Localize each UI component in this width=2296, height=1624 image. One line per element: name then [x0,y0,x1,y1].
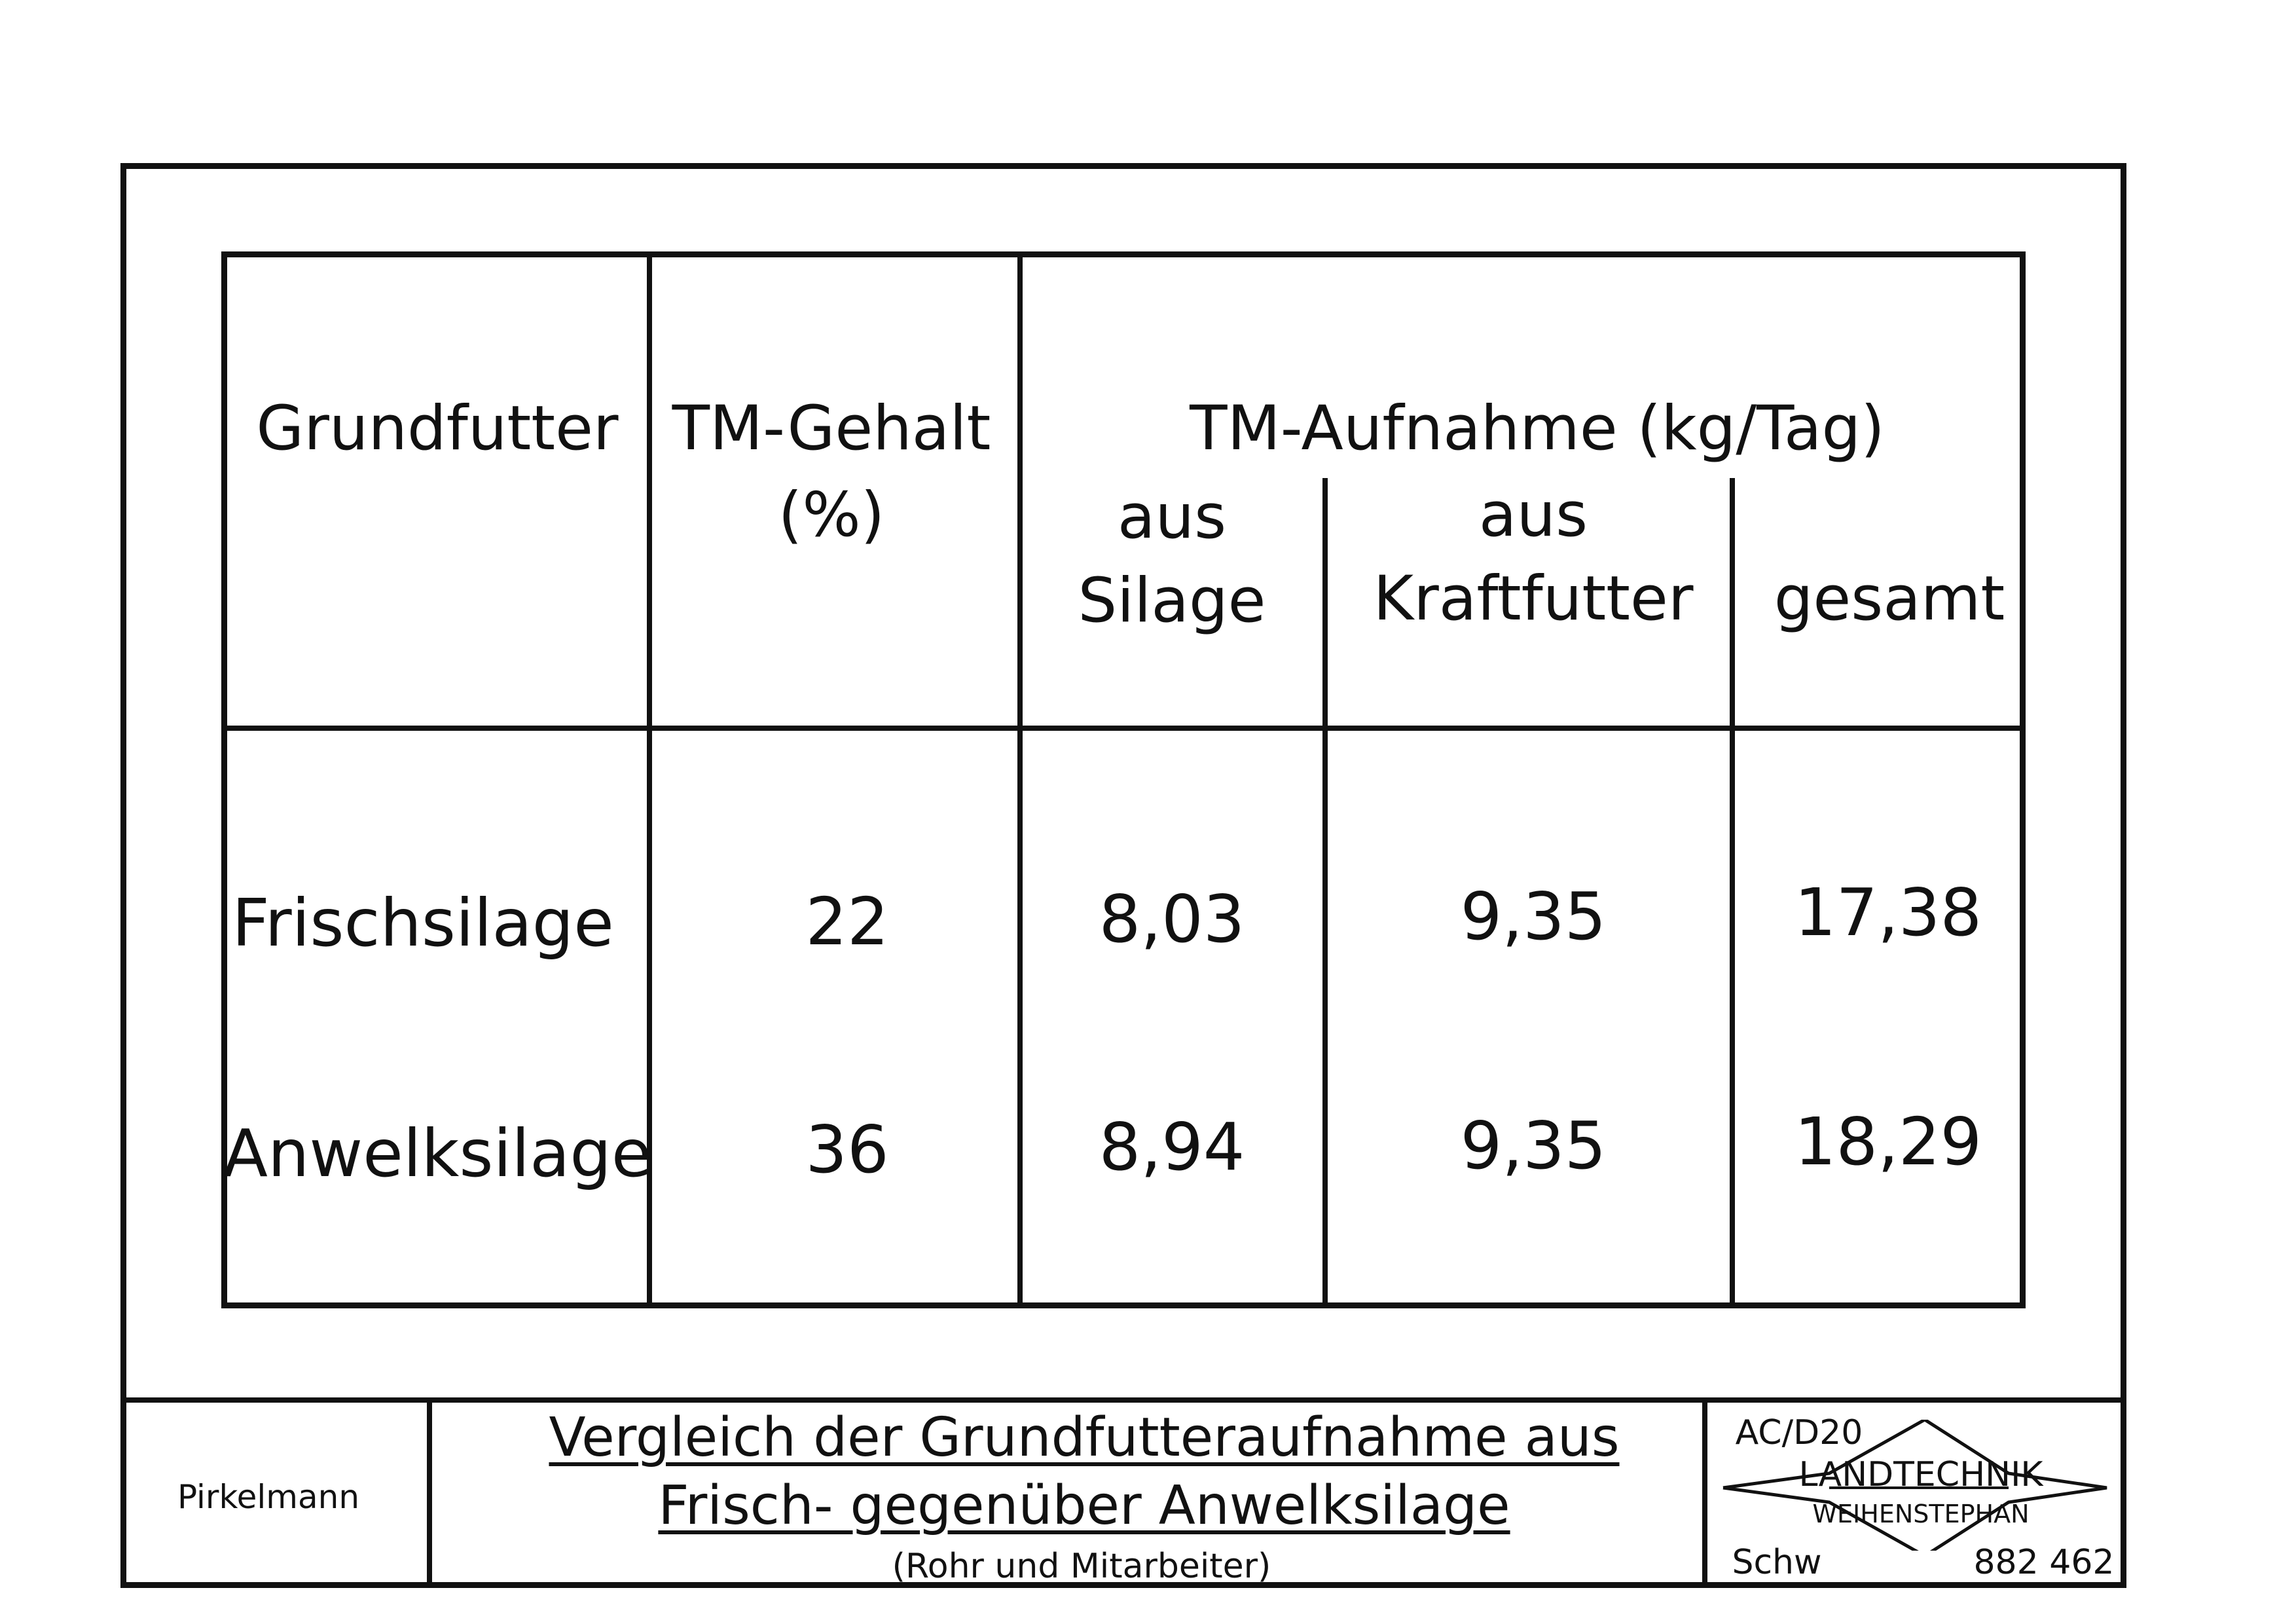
header-aus-kraftfutter-line1: aus [1478,479,1588,551]
stamp-org-line2: WEIHENSTEPHAN [1812,1500,2030,1528]
row-tm-gehalt: 22 [805,883,889,960]
title-block-divider [427,1397,432,1588]
stamp-org-line1: LANDTECHNIK [1798,1455,2043,1494]
header-aus-kraftfutter-line2: Kraftfutter [1373,563,1694,635]
header-grundfutter: Grundfutter [256,393,619,464]
header-gesamt: gesamt [1774,563,2005,635]
header-tm-gehalt: TM-Gehalt [672,393,991,464]
row-aus-kraftfutter: 9,35 [1460,878,1607,955]
author: Pirkelmann [177,1478,360,1516]
row-name: Anwelksilage [223,1115,652,1192]
row-gesamt: 18,29 [1794,1103,1982,1180]
title-block-top-border [120,1397,2126,1403]
stamp-code: AC/D20 [1735,1413,1863,1452]
header-tm-aufnahme: TM-Aufnahme (kg/Tag) [1190,393,1885,464]
row-aus-kraftfutter: 9,35 [1460,1107,1607,1184]
row-gesamt: 17,38 [1794,874,1982,951]
row-aus-silage: 8,03 [1099,881,1245,957]
table-divider [1730,478,1735,1308]
row-aus-silage: 8,94 [1099,1109,1245,1185]
header-separator [221,726,2026,731]
header-aus-silage-line2: Silage [1078,565,1266,637]
stamp-initials: Schw [1732,1543,1822,1582]
table-divider [1322,478,1328,1308]
header-tm-gehalt-unit: (%) [778,479,885,551]
stamp-number: 882 462 [1973,1543,2115,1582]
drawing-subtitle: (Rohr und Mitarbeiter) [892,1547,1271,1586]
title-block-divider [1702,1397,1707,1588]
header-aus-silage-line1: aus [1117,481,1227,553]
drawing-title-line1: Vergleich der Grundfutteraufnahme aus [549,1407,1620,1469]
drawing-title-line2: Frisch- gegenüber Anwelksilage [658,1475,1510,1537]
table-divider [1017,251,1023,1308]
row-name: Frischsilage [232,885,614,961]
row-tm-gehalt: 36 [805,1111,889,1188]
